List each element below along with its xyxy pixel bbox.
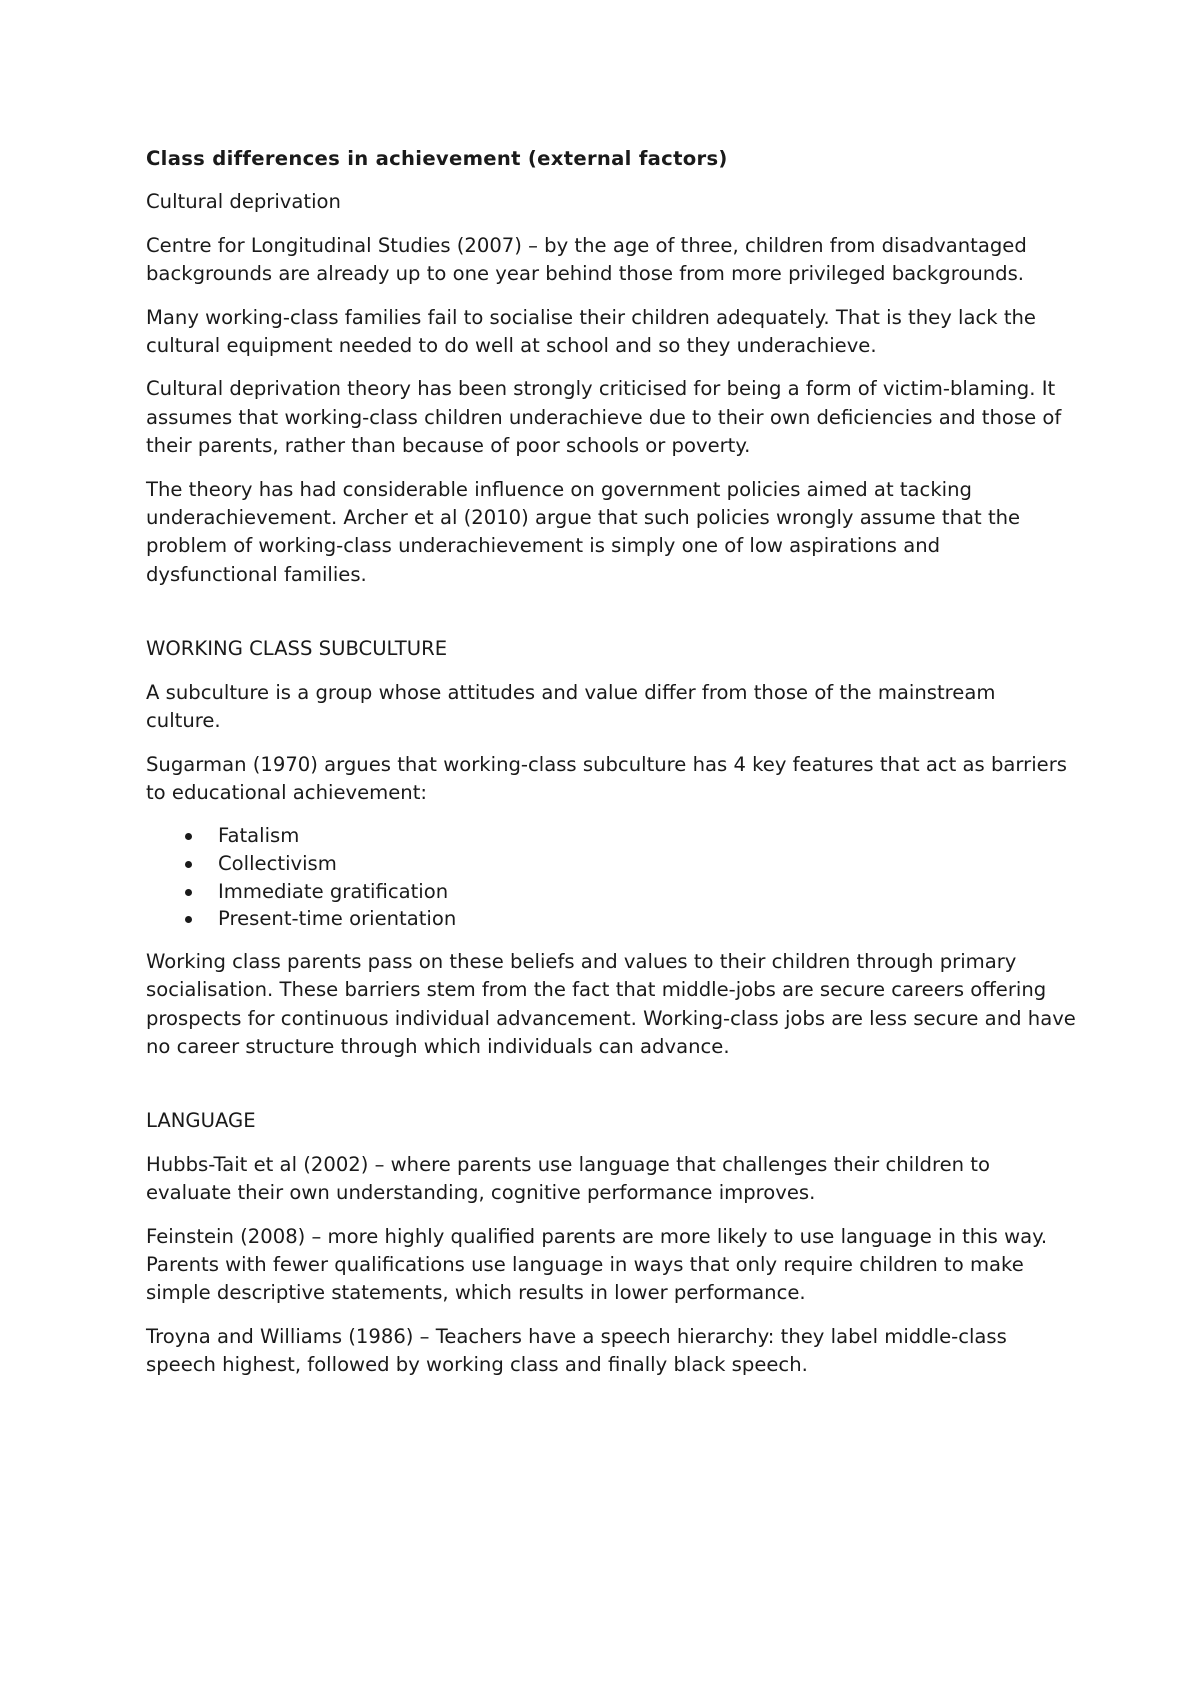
paragraph: Many working-class families fail to socialise their children adequately. That is they lack the cultural equipment needed to do well at school and so they underachieve. bbox=[146, 305, 1036, 358]
paragraph: Troyna and Williams (1986) – Teachers have a speech hierarchy: they label middle-class speech highest, followed by working class and finally black speech. bbox=[146, 1324, 1007, 1377]
list-item-text: Fatalism bbox=[218, 824, 300, 848]
bullet-icon bbox=[185, 833, 192, 840]
bullet-icon bbox=[185, 861, 192, 868]
bullet-icon bbox=[185, 916, 192, 923]
section-spacer bbox=[146, 604, 1076, 635]
list-item-text: Collectivism bbox=[218, 851, 337, 875]
paragraph: A subculture is a group whose attitudes and value differ from those of the mainstream culture. bbox=[146, 680, 996, 733]
list-item bbox=[146, 905, 1076, 933]
paragraph: Feinstein (2008) – more highly qualified parents are more likely to use language in this way. Parents with fewer qualifications use language in ways that only require children to make simple descriptive statements, which results in lower performance. bbox=[146, 1224, 1048, 1305]
list-item bbox=[146, 850, 1076, 878]
bullet-icon bbox=[185, 889, 192, 896]
list-item-text: Immediate gratification bbox=[218, 879, 449, 903]
feature-list bbox=[146, 822, 1076, 932]
list-item bbox=[146, 822, 1076, 850]
document-title: Class differences in achievement (external factors) bbox=[146, 147, 728, 170]
section-heading-working-class-subculture: WORKING CLASS SUBCULTURE bbox=[146, 637, 448, 661]
list-item-text: Present-time orientation bbox=[218, 907, 457, 931]
paragraph: Centre for Longitudinal Studies (2007) – by the age of three, children from disadvantaged backgrounds are already up to one year behind those from more privileged backgrounds. bbox=[146, 233, 1027, 286]
paragraph: Sugarman (1970) argues that working-class subculture has 4 key features that act as barriers to educational achievement: bbox=[146, 752, 1067, 804]
section-heading-cultural-deprivation: Cultural deprivation bbox=[146, 190, 341, 214]
paragraph: The theory has had considerable influence on government policies aimed at tacking underachievement. Archer et al (2010) argue that such policies wrongly assume that the problem of working-class underachievement is simply one of low aspirations and dysfunctional families. bbox=[146, 477, 1021, 586]
paragraph: Hubbs-Tait et al (2002) – where parents use language that challenges their children to evaluate their own understanding, cognitive performance improves. bbox=[146, 1152, 990, 1205]
section-heading-language: LANGUAGE bbox=[146, 1109, 256, 1133]
paragraph: Working class parents pass on these beliefs and values to their children through primary socialisation. These barriers stem from the fact that middle-jobs are secure careers offering prospects for continuous individual advancement. Working-class jobs are less secure and have no career structure through which individuals can advance. bbox=[146, 949, 1076, 1058]
section-spacer bbox=[146, 1076, 1076, 1107]
list-item bbox=[146, 878, 1076, 906]
document-page bbox=[146, 145, 1076, 1395]
paragraph: Cultural deprivation theory has been strongly criticised for being a form of victim-blaming. It assumes that working-class children underachieve due to their own deficiencies and those of their parents, rather than because of poor schools or poverty. bbox=[146, 377, 1062, 458]
